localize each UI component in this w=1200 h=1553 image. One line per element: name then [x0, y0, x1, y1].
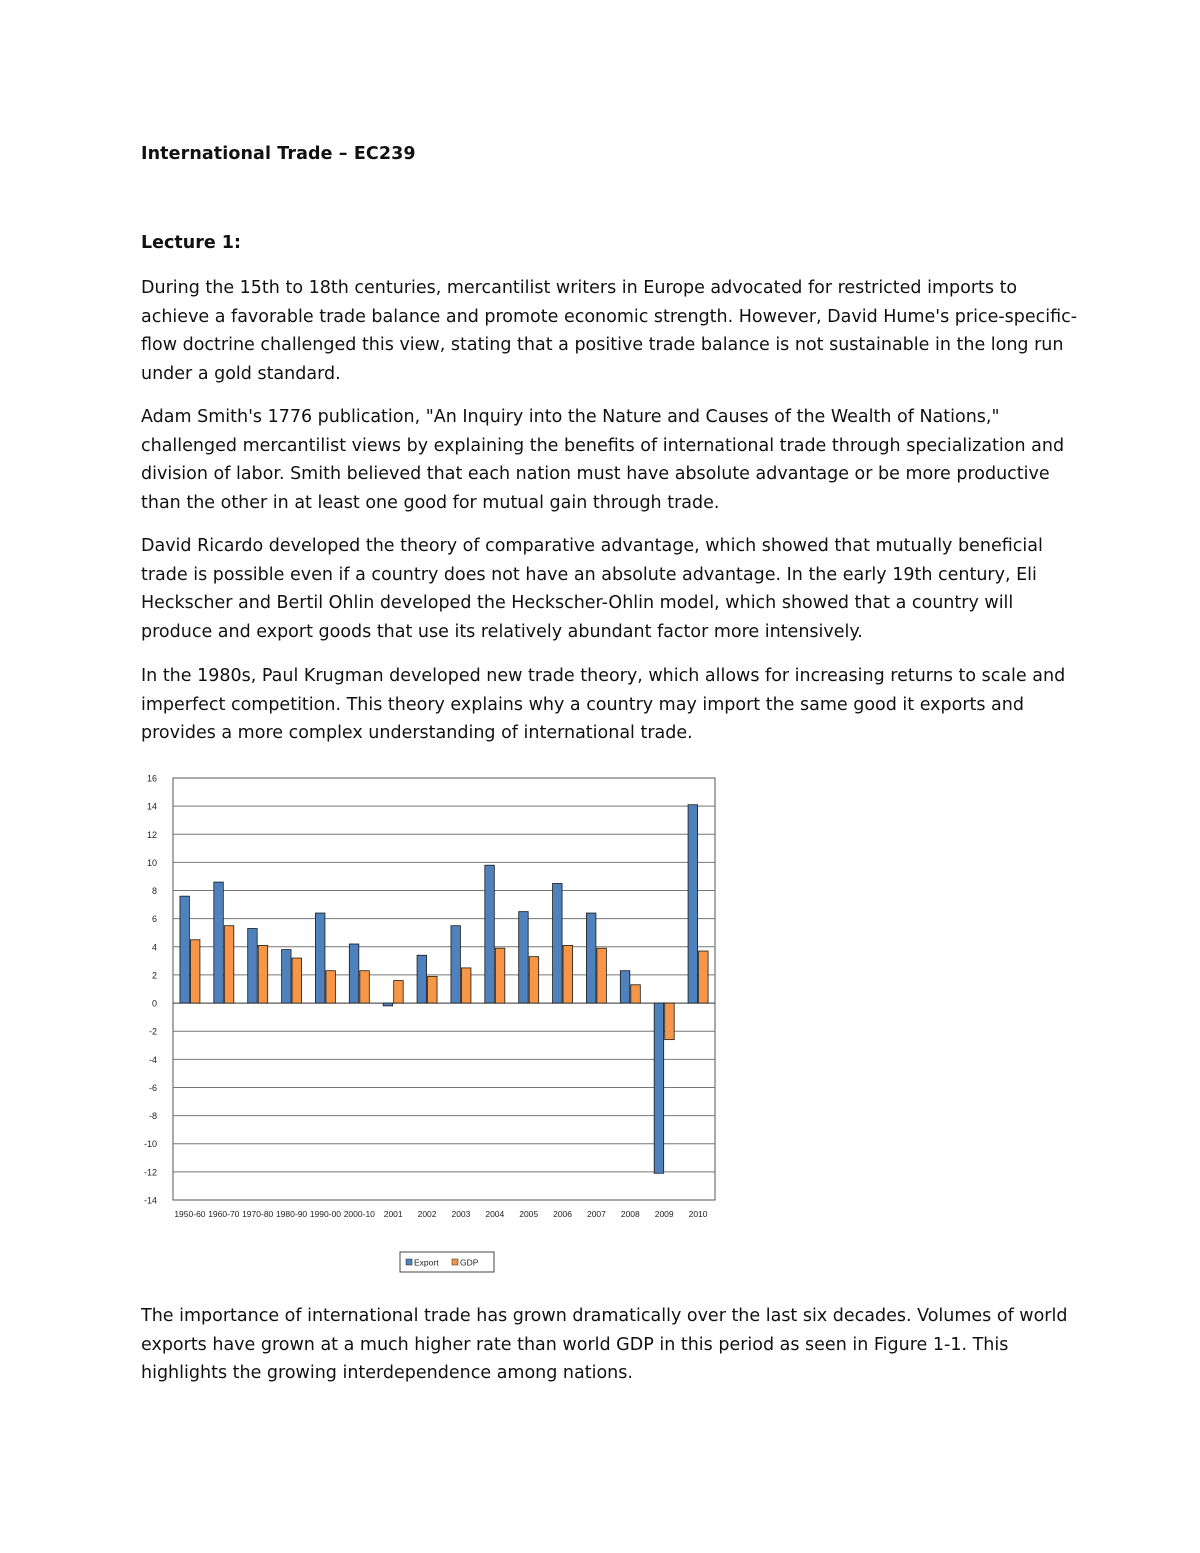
gdp-bar-1960-70	[224, 926, 234, 1003]
y-tick-label: -14	[143, 1195, 157, 1206]
y-tick-label: -12	[143, 1167, 157, 1178]
x-tick-label: 1990-00	[309, 1209, 342, 1219]
gdp-bar-2001	[394, 981, 404, 1004]
x-tick-label: 2005	[519, 1209, 539, 1219]
y-tick-label: 10	[146, 857, 157, 868]
export-bar-1990-00	[315, 913, 325, 1003]
gdp-bar-1970-80	[258, 945, 268, 1003]
legend-swatch-export	[406, 1259, 412, 1265]
x-tick-label: 2007	[586, 1209, 606, 1219]
x-tick-label: 2010	[688, 1209, 708, 1219]
chart-canvas	[140, 764, 730, 1284]
lecture-heading: Lecture 1:	[141, 233, 241, 253]
y-tick-label: 4	[151, 942, 157, 953]
document-title: International Trade – EC239	[141, 144, 416, 164]
export-bar-2001	[383, 1003, 393, 1006]
x-tick-label: 2001	[383, 1209, 403, 1219]
y-tick-label: 16	[146, 773, 157, 784]
y-tick-label: 2	[151, 970, 157, 981]
x-tick-label: 2004	[485, 1209, 505, 1219]
export-bar-2008	[620, 971, 630, 1003]
export-bar-2004	[485, 865, 495, 1003]
gdp-bar-1980-90	[292, 958, 302, 1003]
legend-swatch-gdp	[452, 1259, 458, 1265]
export-bar-2005	[519, 912, 529, 1003]
gdp-bar-2002	[428, 976, 438, 1003]
figure-export-gdp-chart	[140, 764, 730, 1284]
x-tick-label: 2008	[620, 1209, 640, 1219]
paragraph-adam-smith: Adam Smith's 1776 publication, "An Inquiry into the Nature and Causes of the Wealth of Nations," challenged mercantilist views by explaining the benefits of international trade through specialization and division of labor. Smith believed that each nation must have absolute advantage or be more productive than the other in at least one good for mutual gain through trade.	[141, 407, 1065, 513]
export-bar-2007	[586, 913, 596, 1003]
export-bar-1960-70	[214, 882, 224, 1003]
legend-label-gdp: GDP	[460, 1257, 479, 1268]
gdp-bar-2005	[529, 957, 539, 1003]
x-tick-label: 2009	[654, 1209, 674, 1219]
paragraph-trade-growth: The importance of international trade has grown dramatically over the last six decades. Volumes of world exports have grown at a much higher rate than world GDP in this period as seen in Figure 1-1. This highlights the growing interdependence among nations.	[141, 1306, 1068, 1383]
x-tick-label: 2003	[451, 1209, 471, 1219]
export-bar-2009	[654, 1003, 664, 1173]
export-bar-1970-80	[248, 929, 258, 1004]
gdp-bar-2010	[699, 951, 709, 1003]
y-tick-label: -6	[148, 1082, 157, 1093]
x-tick-label: 2002	[417, 1209, 437, 1219]
x-tick-label: 1950-60	[174, 1209, 206, 1219]
gdp-bar-2009	[665, 1003, 675, 1040]
y-tick-label: 0	[151, 998, 157, 1009]
gdp-bar-2007	[597, 948, 607, 1003]
paragraph-ricardo: David Ricardo developed the theory of comparative advantage, which showed that mutually beneficial trade is possible even if a country does not have an absolute advantage. In the early 19th century, Eli Heckscher and Bertil Ohlin developed the Heckscher-Ohlin model, which showed that a country will produce and export goods that use its relatively abundant factor more intensively.	[141, 536, 1043, 642]
gdp-bar-2000-10	[360, 971, 370, 1003]
x-tick-label: 2000-10	[343, 1209, 375, 1219]
gdp-bar-1950-60	[190, 940, 200, 1003]
y-tick-label: 6	[151, 914, 157, 925]
y-tick-label: -2	[148, 1026, 157, 1037]
export-bar-2002	[417, 955, 427, 1003]
y-tick-label: -8	[148, 1111, 157, 1122]
y-tick-label: -10	[143, 1139, 157, 1150]
y-tick-label: -4	[148, 1054, 157, 1065]
gdp-bar-2004	[495, 948, 505, 1003]
export-bar-2010	[688, 805, 698, 1003]
export-bar-1950-60	[180, 896, 190, 1003]
legend-label-export: Export	[414, 1257, 439, 1268]
export-bar-2003	[451, 926, 461, 1003]
paragraph-mercantilism: During the 15th to 18th centuries, mercantilist writers in Europe advocated for restricted imports to achieve a favorable trade balance and promote economic strength. However, David Hume's price-specific-flow doctrine challenged this view, stating that a positive trade balance is not sustainable in the long run under a gold standard.	[141, 278, 1078, 384]
export-bar-2000-10	[349, 944, 359, 1003]
gdp-bar-2006	[563, 945, 573, 1003]
paragraph-krugman: In the 1980s, Paul Krugman developed new trade theory, which allows for increasing returns to scale and imperfect competition. This theory explains why a country may import the same good it exports and provides a more complex understanding of international trade.	[141, 666, 1066, 743]
x-tick-label: 1970-80	[242, 1209, 274, 1219]
y-tick-label: 8	[151, 886, 157, 897]
y-tick-label: 14	[146, 801, 157, 812]
x-tick-label: 1960-70	[208, 1209, 240, 1219]
y-tick-label: 12	[146, 829, 157, 840]
export-bar-1980-90	[282, 950, 292, 1003]
x-tick-label: 1980-90	[275, 1209, 308, 1219]
gdp-bar-1990-00	[326, 971, 336, 1003]
gdp-bar-2003	[461, 968, 471, 1003]
gdp-bar-2008	[631, 985, 641, 1003]
x-tick-label: 2006	[553, 1209, 573, 1219]
export-bar-2006	[553, 884, 563, 1004]
